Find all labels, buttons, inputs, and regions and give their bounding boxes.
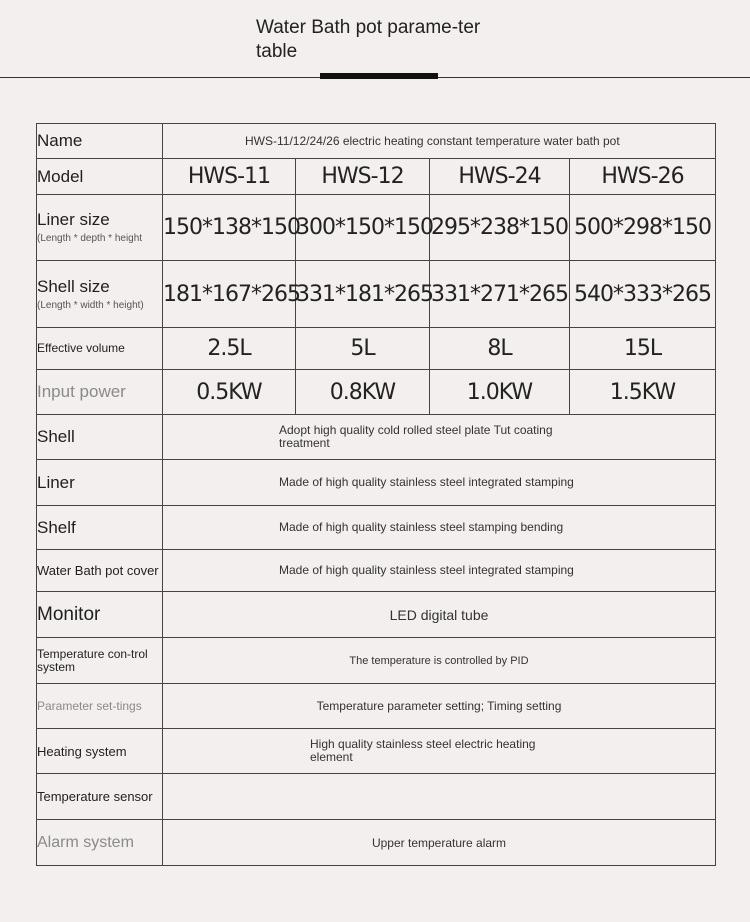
row-label-volume: Effective volume: [37, 328, 163, 370]
row-label-alarm: Alarm system: [37, 820, 163, 866]
liner-size-cell: 295*238*150: [430, 195, 570, 261]
power-cell: 0.5KW: [163, 370, 296, 415]
table-row-monitor: [37, 592, 716, 638]
shell-size-sub: (Length * width * height): [37, 299, 144, 311]
model-cell: HWS-12: [296, 159, 430, 195]
volume-cell: 5L: [296, 328, 430, 370]
liner-size-label: Liner size: [37, 210, 110, 229]
row-label-liner: Liner: [37, 460, 163, 506]
row-label-power: Input power: [37, 370, 163, 415]
table-row-param: [37, 684, 716, 729]
parameter-table: [36, 123, 716, 866]
table-row-volume: [37, 328, 716, 370]
row-value-liner: [163, 460, 716, 506]
row-label-liner-size: [37, 195, 163, 261]
table-row-liner-size: [37, 195, 716, 261]
power-cell: 1.0KW: [430, 370, 570, 415]
row-label-shell: Shell: [37, 415, 163, 460]
row-label-param: Parameter set-tings: [37, 684, 163, 729]
row-value-alarm: Upper temperature alarm: [163, 820, 716, 866]
row-value-heating: [163, 729, 716, 774]
row-value-sensor: [163, 774, 716, 820]
liner-size-cell: 150*138*150: [163, 195, 296, 261]
row-label-temp-control: Temperature con-trol system: [37, 638, 163, 684]
model-cell: HWS-11: [163, 159, 296, 195]
power-cell: 1.5KW: [570, 370, 716, 415]
liner-size-cell: 500*298*150: [570, 195, 716, 261]
power-cell: 0.8KW: [296, 370, 430, 415]
liner-size-sub: (Length * depth * height: [37, 233, 143, 244]
row-value-cover: [163, 550, 716, 592]
shell-size-label: Shell size: [37, 276, 110, 296]
row-label-heating: Heating system: [37, 729, 163, 774]
shell-size-cell: 331*181*265: [296, 261, 430, 328]
model-cell: HWS-24: [430, 159, 570, 195]
row-label-model: Model: [37, 159, 163, 195]
header-accent-bar: [320, 73, 438, 79]
table-row-name: [37, 124, 716, 159]
row-value-name: [163, 124, 716, 159]
volume-cell: 8L: [430, 328, 570, 370]
table-row-model: [37, 159, 716, 195]
volume-cell: 15L: [570, 328, 716, 370]
table-row-shelf: [37, 506, 716, 550]
name-value-text: HWS-11/12/24/26 electric heating constant temperature water bath pot: [245, 133, 620, 148]
shell-size-cell: 181*167*265: [163, 261, 296, 328]
table-row-sensor: [37, 774, 716, 820]
liner-value-text: Made of high quality stainless steel integrated stamping: [279, 475, 574, 489]
row-label-sensor: Temperature sensor: [37, 774, 163, 820]
table-row-power: [37, 370, 716, 415]
table-row-cover: [37, 550, 716, 592]
table-row-heating: [37, 729, 716, 774]
table-row-shell: [37, 415, 716, 460]
row-label-name: Name: [37, 124, 163, 159]
row-label-shell-size: [37, 261, 163, 328]
liner-size-cell: 300*150*150: [296, 195, 430, 261]
table-row-temp-control: [37, 638, 716, 684]
volume-cell: 2.5L: [163, 328, 296, 370]
shell-value-text: Adopt high quality cold rolled steel plate Tut coating treatment: [279, 423, 553, 450]
cover-value-text: Made of high quality stainless steel integrated stamping: [279, 563, 574, 577]
table-row-shell-size: [37, 261, 716, 328]
row-value-temp-control: The temperature is controlled by PID: [163, 638, 716, 684]
row-label-cover: Water Bath pot cover: [37, 550, 163, 592]
shell-size-cell: 331*271*265: [430, 261, 570, 328]
row-value-param: Temperature parameter setting; Timing setting: [163, 684, 716, 729]
shelf-value-text: Made of high quality stainless steel stamping bending: [279, 520, 564, 534]
model-cell: HWS-26: [570, 159, 716, 195]
page-title: Water Bath pot parame-ter table: [256, 17, 481, 62]
table-row-alarm: [37, 820, 716, 866]
row-label-shelf: Shelf: [37, 506, 163, 550]
shell-size-cell: 540*333*265: [570, 261, 716, 328]
row-value-shelf: [163, 506, 716, 550]
row-value-monitor: LED digital tube: [163, 592, 716, 638]
table-row-liner: [37, 460, 716, 506]
row-value-shell: [163, 415, 716, 460]
heating-value-text: High quality stainless steel electric heating element: [310, 737, 536, 764]
row-label-monitor: Monitor: [37, 592, 163, 638]
